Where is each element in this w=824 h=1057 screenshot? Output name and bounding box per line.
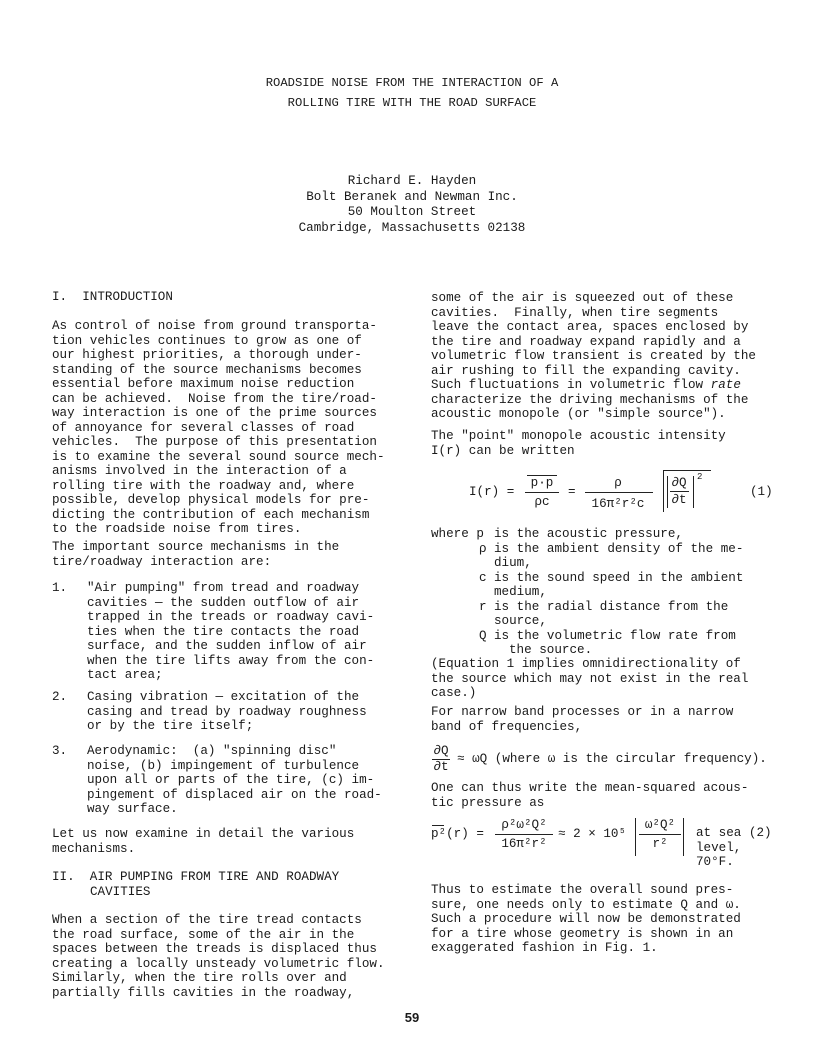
text-line: leave the contact area, spaces enclosed by bbox=[431, 320, 749, 334]
text-line: dicting the contribution of each mechanism bbox=[52, 507, 370, 522]
right-paragraph-6 bbox=[431, 883, 741, 956]
paper-title-line-2: ROLLING TIRE WITH THE ROAD SURFACE bbox=[287, 96, 537, 110]
text-line: "Air pumping" from tread and roadway bbox=[87, 581, 360, 595]
text-line: our highest priorities, a thorough under- bbox=[52, 348, 362, 362]
mechanisms-intro bbox=[52, 540, 339, 569]
def-text: is the acoustic pressure, bbox=[494, 527, 683, 541]
right-paragraph-2 bbox=[431, 429, 726, 458]
def-text: is the ambient density of the me- bbox=[494, 541, 744, 556]
eq1-dt: ∂t bbox=[671, 493, 687, 507]
approx-dq: ∂Q bbox=[433, 744, 449, 758]
fraction-bar bbox=[639, 834, 681, 835]
text-line: As control of noise from ground transporta- bbox=[52, 319, 377, 333]
right-paragraph-5 bbox=[431, 781, 748, 810]
text-line: tic pressure as bbox=[431, 795, 545, 810]
text-line: the road surface, some of the air in the bbox=[52, 927, 355, 942]
eq1-dq: ∂Q bbox=[671, 476, 687, 490]
text-line: rolling tire with the roadway and, where bbox=[52, 478, 355, 493]
text-line: Similarly, when the tire rolls over and bbox=[52, 971, 347, 985]
text-line: essential before maximum noise reduction bbox=[52, 377, 355, 391]
text-line: for a tire whose geometry is shown in an bbox=[431, 926, 734, 941]
text-line: When a section of the tire tread contacts bbox=[52, 913, 362, 927]
def-symbol: where p bbox=[431, 527, 484, 541]
text-line: sure, one needs only to estimate Q and ω. bbox=[431, 897, 741, 912]
list-number: 2. bbox=[52, 690, 68, 704]
right-paragraph-3 bbox=[431, 657, 748, 701]
page-number: 59 bbox=[404, 1010, 420, 1025]
text-line: I(r) can be written bbox=[431, 443, 575, 458]
text-line: trapped in the treads or roadway cavi- bbox=[87, 610, 375, 624]
text-line: of annoyance for several classes of road bbox=[52, 420, 355, 435]
text-line: when the tire lifts away from the con- bbox=[87, 653, 375, 668]
eq1-denominator-1: ρc bbox=[534, 495, 550, 509]
eq1-numerator-2: ρ bbox=[614, 476, 622, 490]
text-line: creating a locally unsteady volumetric flow. bbox=[52, 956, 385, 971]
text-line: ties when the tire contacts the road bbox=[87, 624, 360, 639]
def-text: is the radial distance from the bbox=[494, 599, 729, 614]
text-line: cavities. Finally, when tire segments bbox=[431, 305, 719, 320]
overbar bbox=[432, 825, 444, 826]
text-line: Such fluctuations in volumetric flow bbox=[431, 378, 711, 392]
eq1-label: (1) bbox=[750, 485, 773, 499]
list-number: 1. bbox=[52, 581, 68, 595]
text-line: pingement of displaced air on the road- bbox=[87, 787, 382, 802]
eq2-note: 70°F. bbox=[696, 855, 734, 869]
text-line: can be achieved. Noise from the tire/road- bbox=[52, 391, 377, 406]
text-line: partially fills cavities in the roadway, bbox=[52, 985, 355, 1000]
eq1-lhs: I(r) = bbox=[469, 485, 515, 499]
emphasis-rate: rate bbox=[710, 378, 741, 392]
text-line: or by the tire itself; bbox=[87, 719, 254, 733]
section-2-paragraph bbox=[52, 913, 385, 1000]
text-line: way surface. bbox=[87, 802, 178, 816]
def-symbol: c bbox=[479, 570, 487, 585]
def-symbol: Q bbox=[479, 628, 487, 643]
right-paragraph-4 bbox=[431, 705, 733, 734]
eq2-numerator-b: ω²Q² bbox=[644, 818, 676, 832]
text-line: volumetric flow transient is created by the bbox=[431, 349, 756, 363]
eq2-denominator: 16π²r² bbox=[501, 837, 547, 851]
author-city: Cambridge, Massachusetts 02138 bbox=[298, 220, 526, 235]
text-line: acoustic monopole (or "simple source"). bbox=[431, 407, 726, 421]
text-line: One can thus write the mean-squared acous- bbox=[431, 781, 749, 795]
text-line: the source which may not exist in the real bbox=[431, 671, 749, 686]
right-paragraph-1 bbox=[431, 291, 756, 422]
eq1-denominator-2: 16π²r²c bbox=[591, 497, 645, 511]
fraction-bar bbox=[585, 492, 653, 493]
transition-paragraph bbox=[52, 827, 354, 856]
text-line: some of the air is squeezed out of these bbox=[431, 291, 734, 305]
text-line: band of frequencies, bbox=[431, 719, 583, 734]
text-line: tact area; bbox=[87, 668, 163, 682]
text-line: spaces between the treads is displaced thus bbox=[52, 942, 377, 956]
text-line: to the roadside noise from tires. bbox=[52, 522, 302, 536]
variable-definitions bbox=[431, 527, 791, 657]
eq2-note: level, bbox=[696, 840, 742, 855]
equation-1 bbox=[431, 466, 781, 522]
text-line: The "point" monopole acoustic intensity bbox=[431, 429, 726, 443]
text-line: For narrow band processes or in a narrow bbox=[431, 705, 734, 719]
abs-bar-left bbox=[667, 476, 668, 508]
def-text: dium, bbox=[494, 556, 532, 570]
text-line: Let us now examine in detail the various bbox=[52, 827, 355, 841]
eq1-exponent: 2 bbox=[697, 472, 703, 482]
fraction-bar bbox=[495, 834, 553, 835]
text-line: upon all or parts of the tire, (c) im- bbox=[87, 773, 375, 787]
text-line: (Equation 1 implies omnidirectionality of bbox=[431, 657, 741, 671]
text-line: anisms involved in the interaction of a bbox=[52, 464, 347, 478]
section-1-heading: I. INTRODUCTION bbox=[52, 290, 173, 304]
text-line: Casing vibration — excitation of the bbox=[87, 690, 360, 704]
text-line: possible, develop physical models for pre- bbox=[52, 493, 370, 507]
text-line: vehicles. The purpose of this presentation bbox=[52, 435, 377, 449]
text-line: surface, and the sudden inflow of air bbox=[87, 639, 367, 653]
approx-text: ≈ ωQ (where ω is the circular frequency). bbox=[457, 752, 767, 766]
text-line: cavities — the sudden outflow of air bbox=[87, 595, 360, 610]
approximation-equation bbox=[431, 744, 801, 776]
eq2-note: at sea (2) bbox=[696, 826, 772, 840]
list-item-1 bbox=[52, 581, 412, 691]
eq1-numerator-1: p·p bbox=[530, 476, 554, 490]
text-line: casing and tread by roadway roughness bbox=[87, 704, 367, 719]
text-line: Thus to estimate the overall sound pres- bbox=[431, 883, 734, 897]
def-symbol: ρ bbox=[479, 541, 487, 556]
def-text: medium, bbox=[494, 585, 547, 599]
text-line: exaggerated fashion in Fig. 1. bbox=[431, 941, 658, 955]
def-text: is the sound speed in the ambient bbox=[494, 570, 744, 585]
list-item-2 bbox=[52, 690, 412, 740]
eq2-approx: ≈ 2 × 10⁵ bbox=[558, 827, 627, 841]
text-line: air rushing to fill the expanding cavity. bbox=[431, 363, 741, 378]
fraction-bar bbox=[670, 491, 689, 492]
author-organization: Bolt Beranek and Newman Inc. bbox=[306, 189, 518, 204]
fraction-bar bbox=[525, 492, 559, 493]
left-bracket bbox=[663, 470, 664, 512]
text-line: case.) bbox=[431, 686, 477, 700]
author-name: Richard E. Hayden bbox=[347, 174, 477, 188]
abs-bar-right bbox=[693, 476, 694, 508]
paper-title-line-1: ROADSIDE NOISE FROM THE INTERACTION OF A bbox=[265, 76, 559, 90]
list-item-3 bbox=[52, 744, 412, 824]
text-line: way interaction is one of the prime sources bbox=[52, 406, 377, 420]
list-number: 3. bbox=[52, 744, 68, 758]
def-text: source, bbox=[494, 614, 547, 628]
text-line: Such a procedure will now be demonstrated bbox=[431, 912, 741, 926]
eq2-denominator-b: r² bbox=[652, 837, 668, 851]
text-line: noise, (b) impingement of turbulence bbox=[87, 758, 360, 773]
text-line: the tire and roadway expand rapidly and a bbox=[431, 334, 741, 349]
eq1-equals: = bbox=[568, 485, 576, 499]
section-2-heading-cont: CAVITIES bbox=[90, 884, 151, 899]
overbar bbox=[527, 475, 557, 476]
text-line: The important source mechanisms in the bbox=[52, 540, 340, 554]
section-2-heading: II. AIR PUMPING FROM TIRE AND ROADWAY bbox=[52, 870, 340, 884]
overbar bbox=[663, 470, 711, 471]
text-line: characterize the driving mechanisms of the bbox=[431, 392, 749, 407]
def-text: the source. bbox=[509, 643, 593, 657]
text-line: tire/roadway interaction are: bbox=[52, 554, 272, 569]
text-line: is to examine the several sound source mech- bbox=[52, 449, 385, 464]
def-text: is the volumetric flow rate from bbox=[494, 628, 736, 643]
text-line: standing of the source mechanisms becomes bbox=[52, 362, 362, 377]
eq2-numerator: ρ²ω²Q² bbox=[501, 818, 547, 832]
right-brace bbox=[683, 818, 684, 856]
author-street: 50 Moulton Street bbox=[347, 205, 477, 219]
text-line: mechanisms. bbox=[52, 841, 136, 856]
eq2-lhs: p²(r) = bbox=[431, 827, 484, 841]
intro-paragraph bbox=[52, 319, 385, 537]
left-brace bbox=[635, 818, 636, 856]
def-symbol: r bbox=[479, 599, 487, 614]
approx-dt: ∂t bbox=[433, 760, 449, 774]
text-line: Aerodynamic: (a) "spinning disc" bbox=[87, 744, 337, 758]
text-line: tion vehicles continues to grow as one of bbox=[52, 333, 362, 348]
equation-2 bbox=[431, 816, 791, 872]
